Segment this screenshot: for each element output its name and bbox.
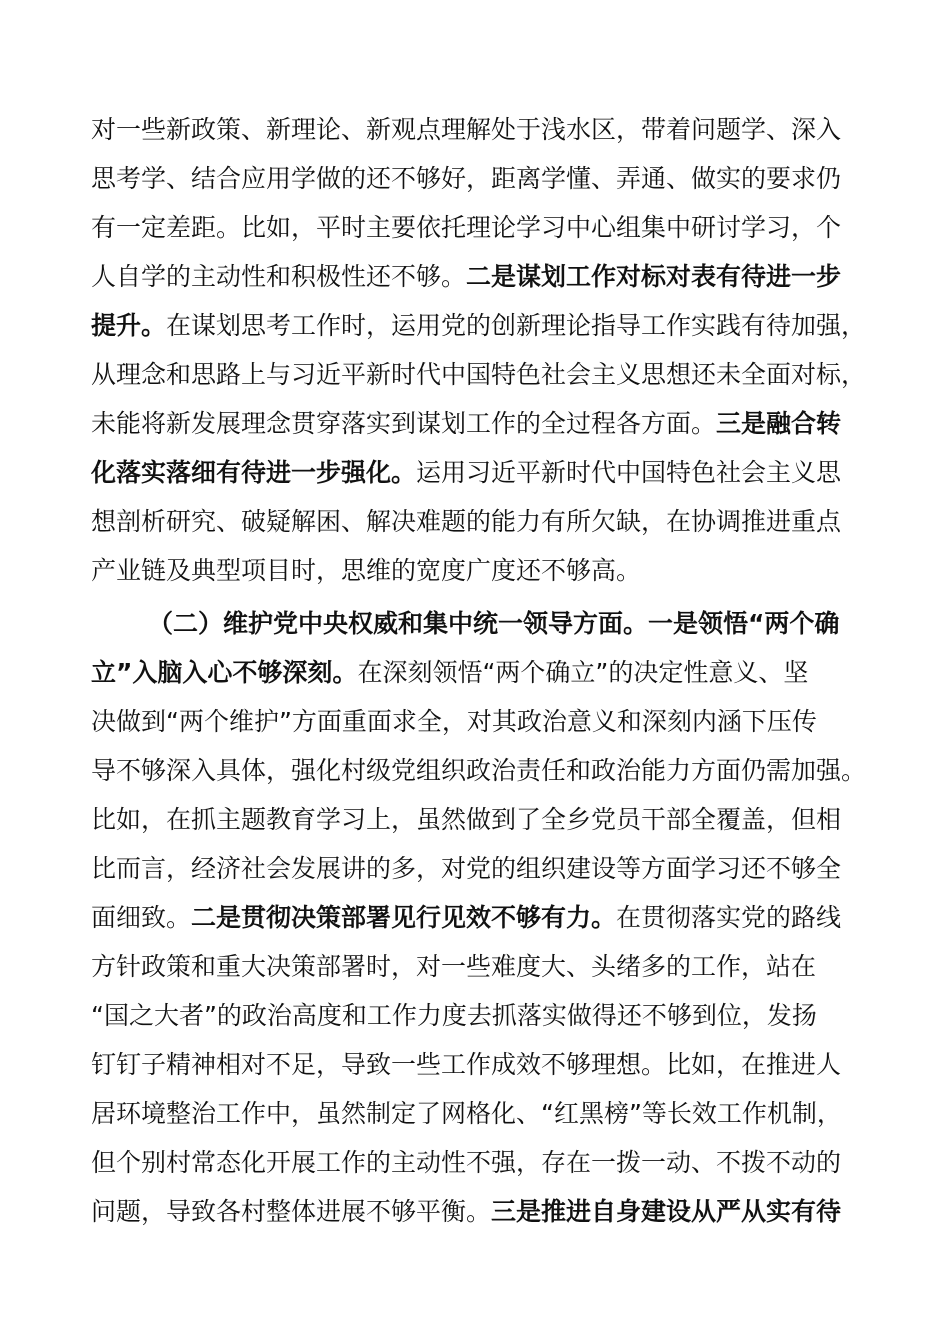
bold-text-run: 立”入脑入心不够深刻。 (91, 658, 358, 687)
text-line (91, 208, 881, 248)
text-run: 在深刻领悟“两个确立”的决定性意义、坚 (357, 658, 809, 687)
bold-text-run: 二是谋划工作对标对表有待进一步 (466, 262, 842, 291)
text-line (91, 551, 881, 591)
text-run: 方针政策和重大决策部署时，对一些难度大、头绪多的工作，站在 (91, 952, 817, 981)
text-run: 在贯彻落实党的路线 (616, 903, 842, 932)
text-run: 比而言，经济社会发展讲的多，对党的组织建设等方面学习还不够全 (91, 854, 842, 883)
section-heading-line (148, 604, 881, 644)
text-run: 从理念和思路上与习近平新时代中国特色社会主义思想还未全面对标， (91, 360, 867, 389)
text-line (91, 502, 881, 542)
text-run: 思考学、结合应用学做的还不够好，距离学懂、弄通、做实的要求仍 (91, 164, 842, 193)
text-run: 钉钉子精神相对不足，导致一些工作成效不够理想。比如，在推进人 (91, 1050, 842, 1079)
text-run: 想剖析研究、破疑解困、解决难题的能力有所欠缺，在协调推进重点 (91, 507, 842, 536)
bold-text-run: 三是融合转 (716, 409, 842, 438)
text-run: 比如，在抓主题教育学习上，虽然做到了全乡党员干部全覆盖，但相 (91, 805, 842, 834)
text-run: 决做到“两个维护”方面重面求全，对其政治意义和深刻内涵下压传 (91, 707, 817, 736)
text-run: 人自学的主动性和积极性还不够。 (91, 262, 467, 291)
text-line (91, 653, 881, 693)
text-run: 居环境整治工作中，虽然制定了网格化、“红黑榜”等长效工作机制， (91, 1099, 842, 1128)
text-run: 导不够深入具体，强化村级党组织政治责任和政治能力方面仍需加强。 (91, 756, 867, 785)
text-run: “国之大者”的政治高度和工作力度去抓落实做得还不够到位，发扬 (91, 1001, 817, 1030)
bold-text-run: （二）维护党中央权威和集中统一领导方面。一是领悟“两个确 (148, 609, 840, 638)
text-line (91, 702, 881, 742)
text-run: 未能将新发展理念贯穿落实到谋划工作的全过程各方面。 (91, 409, 717, 438)
text-line (91, 159, 881, 199)
text-line (91, 355, 881, 395)
text-line (91, 404, 881, 444)
text-line (91, 849, 881, 889)
text-line (91, 453, 881, 493)
text-line (91, 306, 881, 346)
text-line (91, 1045, 881, 1085)
text-run: 运用习近平新时代中国特色社会主义思 (416, 458, 842, 487)
text-line (91, 1143, 881, 1183)
text-run: 问题，导致各村整体进展不够平衡。 (91, 1197, 492, 1226)
text-run: 面细致。 (91, 903, 192, 932)
text-line (91, 800, 881, 840)
bold-text-run: 化落实落细有待进一步强化。 (91, 458, 417, 487)
text-line (91, 947, 881, 987)
text-run: 在谋划思考工作时，运用党的创新理论指导工作实践有待加强， (166, 311, 867, 340)
text-line (91, 110, 881, 150)
text-line (91, 257, 881, 297)
text-run: 有一定差距。比如，平时主要依托理论学习中心组集中研讨学习，个 (91, 213, 842, 242)
bold-text-run: 提升。 (91, 311, 167, 340)
text-line (91, 898, 881, 938)
text-line (91, 1192, 881, 1232)
bold-text-run: 三是推进自身建设从严从实有待 (491, 1197, 842, 1226)
text-line (91, 996, 881, 1036)
text-run: 对一些新政策、新理论、新观点理解处于浅水区，带着问题学、深入 (91, 115, 842, 144)
bold-text-run: 二是贯彻决策部署见行见效不够有力。 (191, 903, 617, 932)
text-run: 但个别村常态化开展工作的主动性不强，存在一拨一动、不拨不动的 (91, 1148, 842, 1177)
text-line (91, 1094, 881, 1134)
text-line (91, 751, 881, 791)
text-run: 产业链及典型项目时，思维的宽度广度还不够高。 (91, 556, 642, 585)
